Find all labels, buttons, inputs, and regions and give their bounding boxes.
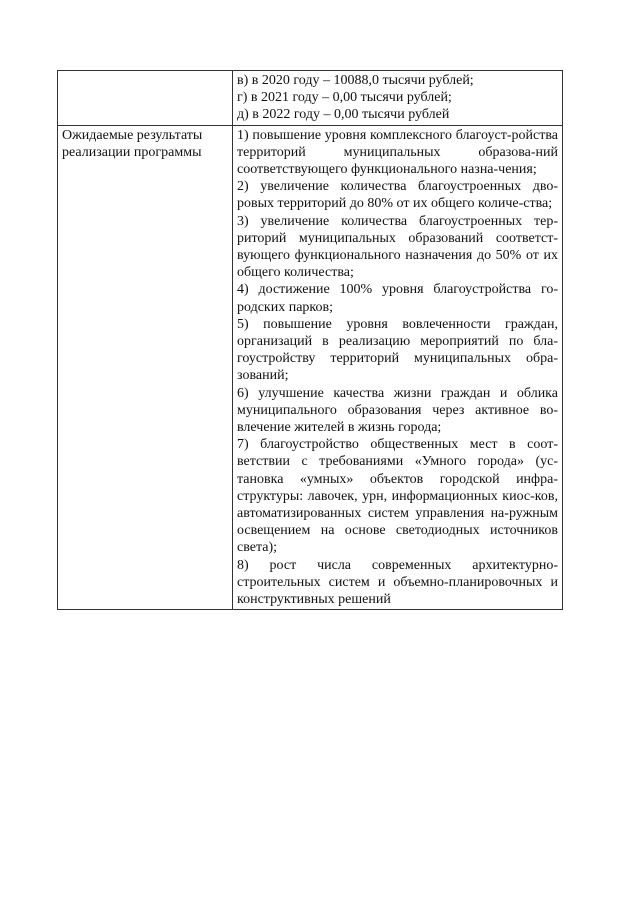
result-item-6: 6) улучшение качества жизни граждан и облика муниципального образования через активное во-влечение жителей в жизнь города; [237,385,558,436]
result-item-2: 2) увеличение количества благоустроенных дво-ровых территорий до 80% от их общего количе-ства; [237,179,558,212]
row1-right-cell [233,71,563,126]
result-item-1: 1) повышение уровня комплексного благоуст-ройства территорий муниципальных образова-ний соответствующего функционального назна-чения; [237,127,558,178]
table-row [58,125,563,610]
result-item-8: 8) рост числа современных архитектурно-строительных систем и объемно-планировочных и конструктивных решений [237,557,558,608]
result-item-5: 5) повышение уровня вовлеченности граждан, организаций в реализацию мероприятий по бла-гоустройству территорий муниципальных обра-зований; [237,316,558,384]
funding-2022: д) в 2022 году – 0,00 тысячи рублей [237,107,450,123]
row1-left-cell [58,71,233,126]
funding-2021: г) в 2021 году – 0,00 тысячи рублей; [237,90,452,106]
expected-results-list [233,125,563,610]
funding-2020: в) в 2020 году – 10088,0 тысячи рублей; [237,73,474,88]
result-item-4: 4) достижение 100% уровня благоустройства го-родских парков; [237,282,558,315]
result-item-7: 7) благоустройство общественных мест в соот-ветствии с требованиями «Умного города» (ус-тановка «умных» объектов городской инфра-структуры: лавочек, урн, информационных киос-ков, автоматизированных систем управления на-ружным освещением на основе светодиодных источников света); [237,437,558,556]
result-item-3: 3) увеличение количества благоустроенных тер-риторий муниципальных образований соответст-вующего функционального назначения до 50% от их общего количества; [237,213,558,281]
program-table [57,70,563,610]
table-row [58,71,563,126]
expected-results-label: Ожидаемые результаты реализации программы [58,125,233,610]
